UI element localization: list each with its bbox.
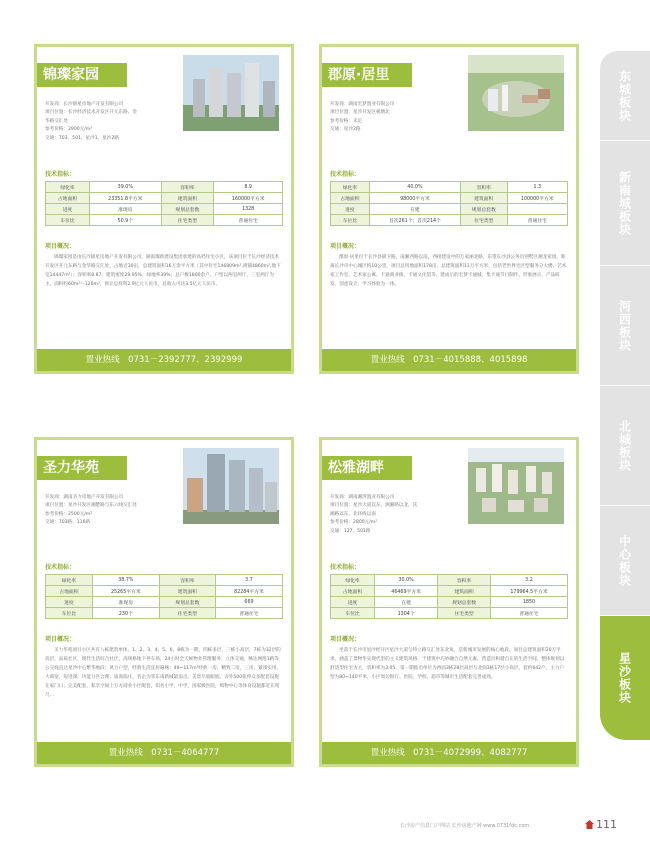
project-description: 坐落于长沙市星沙经开区星沙大道与特立路交汇处东北角，是新城市发展的核心地段。项目总建筑面积20万平米，涵盖了景物华实现代型的主义建筑风格，于建筑中巧妙融合自然元素，营造出和谐自在的生活空间。整体规划以舒适型住宅为主，容积率为3.05，第一期推出单位为西面3栋28层高层与北面3栋17层小高层，套约642户，主力户型为80~140平米，小区周边银行、医院、学校、超市等城市生活配套完善成熟。 [330,648,565,680]
desc-heading: 项目概况： [330,243,361,250]
project-info: 开发商：湖南宏梦置业有限公司 项目位置：星沙开发区板塘北 参考价格：未定 交通：星沙2路 [330,102,395,133]
desc-heading: 项目概况： [330,636,361,643]
hotline-bar: 置业热线 0731－4015888、4015898 [322,349,576,371]
project-photo [183,55,279,131]
project-card-1 [34,44,294,374]
spec-heading: 技术指标： [45,171,76,178]
hotline-bar: 置业热线 0731－4064777 [37,742,291,764]
spec-table: 绿化率 39.0% 容积率 8.9 占地面积 23351.8平方米 建筑面积 160000平方米 进度 准现房 规划总套数 1328 车位比 50.9个 住宅类型 普通住宅 [45,181,283,226]
spec-heading: 技术指标： [330,171,361,178]
project-info: 开发商：湖南湘湾置业有限公司 项目位置：星沙大道以东，漓湘路以北，沃 湘路以东，北环线以南 参考价格：2800元/m² 交通：127、501路 [330,495,418,534]
desc-heading: 项目概况： [45,636,76,643]
project-description: 锦璨家园是由长沙锦星房地产开发有限公司、湖南璨新建设集团承建的高档住宅小区，该项目位于长沙经济技术开发区开元东路与金华路交汇处，占地近30亩，总建筑面积16万余平方米（其中住宅146809m²,商铺4860m²,地下室14447m²）；容积率8.87；建筑密度29.95%；绿地率39%；总户数1800余户。户型以两室两厅、三室两厅为主，面积约60m²～120m²，预计总投资2.9亿元人民币，总收入可达3.5亿元人民币。 [45,255,281,287]
spec-table: 绿化率 38.7% 容积率 3.7 占地面积 25265平方米 建筑面积 82284平方米 进度 准现房 规划总套数 669 车位比 230个 住宅类型 普通住宅 [45,574,283,619]
project-info: 开发商：湖南圣力房地产开发有限公司 项目位置：星沙开发区湘楚路与东六线交汇处 参考价格：2500元/m² 交通：703路、116路 [45,495,137,526]
spec-table: 绿化率 30.0% 容积率 3.2 占地面积 46469平方米 建筑面积 179964.5平方米 进度 在建 规划总套数 1850 车位比 1304个 住宅类型 普通住宅 [330,574,568,619]
home-icon [585,820,594,829]
tab-hexi[interactable]: 河西板块 [600,265,650,385]
tab-dongcheng[interactable]: 东城板块 [600,50,650,140]
tab-beicheng[interactable]: 北城板块 [600,385,650,505]
project-description: 郡原·居里位于长沙县锦卫路，南湘西路以南，西接建设中的万家丽北路，东望长沙县公务员别墅区湘龙家园，距离长沙市中心城区约10公里，项目总用地面积178亩，总建筑面积11万平方米，包括老世界宅区型服务分大楼、艺术家工作室、艺术家公寓、卡通商业街，卡通文化馆等，建成后的宏梦卡通城，集卡通节目制作、形象展示、产品研发、创意设计、学习体验为一体。 [330,255,567,287]
project-info: 开发商：长沙锦星房地产开发有限公司 项目位置：长沙经济技术开发区开元东路、金 华路交汇处 参考价格：2900元/m² 交通：703、501、星沙1、星沙2路 [45,102,137,141]
hotline-bar: 置业热线 0731－2392777、2392999 [37,349,291,371]
spec-table: 绿化率 40.0% 容积率 1.3 占地面积 98000平方米 建筑面积 100000平方米 进度 在建 规划总套数 车位比 首次261个；首次214个 住宅类型 普通住宅 [330,181,568,226]
project-description: 圣力华苑项目小区共有八栋建筑单体，1、2、3、4、5、6、8栋为一期，四栋多层，三栋小高层，7栋为32层的高层，品质社区，现代生活综合社区，高规格地下停车场，24小时全天候物业管理服务；立体交通，畅达网络1路等公交线直达星沙中心繁华地段；风力户型，经典生活宜居遍畅；49~117m²经典一房，精致二房，三房，紧凑实用，大商宽，短进深，功能分区合理；质商临斥，名企为邻东南新城最南点，美景尽收眼底。舍外500张停众多配套设施在家门口；完美配套，私享空间上万方商业小区配套，知名小学，中学，国家级医院，购物中心等体育设施都近在咫尺... [45,648,282,698]
project-card-2 [319,44,579,374]
footer-text: 长沙房产信息门户网站 长沙房地产网 www.0731fdc.com [400,823,530,829]
project-title: 郡原·居里 [322,63,412,87]
page-number: 111 [596,818,617,831]
project-card-4 [319,437,579,767]
hotline-bar: 置业热线 0731－4072999、4082777 [322,742,576,764]
spec-heading: 技术指标： [45,564,76,571]
project-title: 圣力华苑 [37,456,127,480]
tab-xinnancheng[interactable]: 新南城板块 [600,140,650,265]
tab-xingsha[interactable]: 星沙板块 [600,615,650,740]
project-title: 松雅湖畔 [322,456,412,480]
project-photo [468,448,564,524]
spec-heading: 技术指标： [330,564,361,571]
desc-heading: 项目概况： [45,243,76,250]
project-title: 锦璨家园 [37,63,127,87]
project-photo [183,448,279,524]
tab-zhongxin[interactable]: 中心板块 [600,505,650,615]
project-photo [468,55,564,131]
project-card-3 [34,437,294,767]
